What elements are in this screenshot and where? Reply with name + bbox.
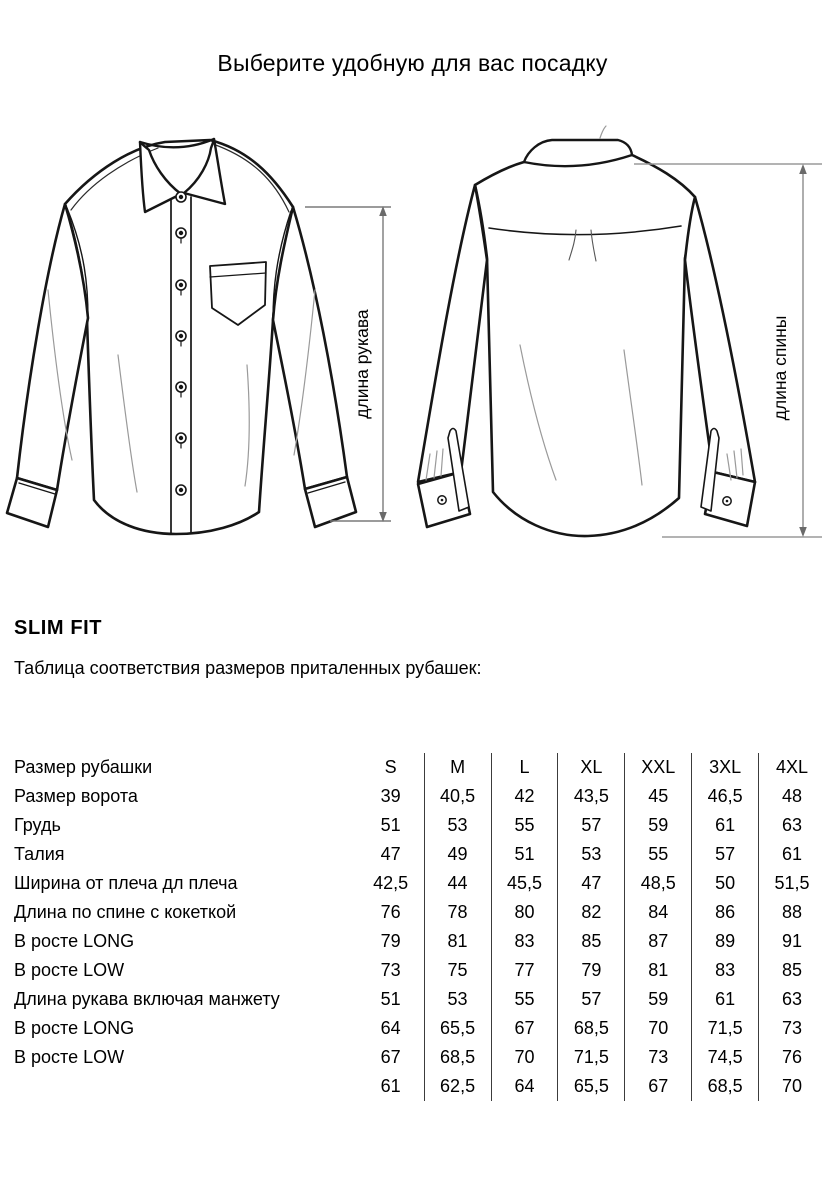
size-value-cell: 81 <box>625 956 692 985</box>
size-value-cell: 39 <box>380 786 401 806</box>
size-column-header: S <box>384 757 397 777</box>
size-value-cell: 80 <box>491 898 558 927</box>
size-value-cell: 42,5 <box>373 873 409 893</box>
row-label: Талия <box>14 844 65 864</box>
size-value-cell: 82 <box>558 898 625 927</box>
size-table-row <box>14 927 825 956</box>
size-value-cell: 73 <box>625 1043 692 1072</box>
size-value-cell: 70 <box>625 1014 692 1043</box>
size-table-row <box>14 956 825 985</box>
front-left-sleeve <box>17 204 88 490</box>
size-value-cell: 68,5 <box>424 1043 491 1072</box>
size-table-row <box>14 811 825 840</box>
size-value-cell: 51,5 <box>759 869 825 898</box>
right-cuff-button-dot <box>726 500 729 503</box>
front-right-sleeve <box>273 207 347 489</box>
size-value-cell: 59 <box>625 811 692 840</box>
left-cuff-button-dot <box>441 499 444 502</box>
size-value-cell: 45 <box>625 782 692 811</box>
fit-heading: SLIM FIT <box>14 617 103 639</box>
size-table-row <box>14 782 825 811</box>
shirt-back-body <box>475 155 695 536</box>
row-label: Длина рукава включая манжету <box>14 989 280 1009</box>
row-label <box>14 1072 358 1101</box>
size-value-cell: 49 <box>424 840 491 869</box>
row-label: В росте LONG <box>14 1018 135 1038</box>
size-value-cell: 83 <box>692 956 759 985</box>
size-value-cell: 48,5 <box>625 869 692 898</box>
size-value-cell: 62,5 <box>424 1072 491 1101</box>
size-table-row <box>14 869 825 898</box>
size-value-cell: 53 <box>424 985 491 1014</box>
size-value-cell: 57 <box>558 811 625 840</box>
size-table-row <box>14 1072 825 1101</box>
size-value-cell: 70 <box>759 1072 825 1101</box>
size-value-cell: 50 <box>692 869 759 898</box>
sleeve-length-label: длина рукава <box>352 309 372 419</box>
size-value-cell: 63 <box>759 985 825 1014</box>
size-value-cell: 91 <box>759 927 825 956</box>
size-value-cell: 63 <box>759 811 825 840</box>
size-value-cell: 51 <box>380 989 401 1009</box>
size-value-cell: 45,5 <box>491 869 558 898</box>
size-value-cell: 55 <box>491 985 558 1014</box>
table-caption: Таблица соответствия размеров приталенных рубашек: <box>14 658 482 678</box>
size-value-cell: 68,5 <box>692 1072 759 1101</box>
size-value-cell: 65,5 <box>424 1014 491 1043</box>
size-value-cell: 83 <box>491 927 558 956</box>
size-value-cell: 70 <box>491 1043 558 1072</box>
size-column-header: 4XL <box>759 753 825 782</box>
arrow-down-icon <box>799 527 807 537</box>
size-value-cell: 48 <box>759 782 825 811</box>
size-value-cell: 79 <box>558 956 625 985</box>
row-label: Ширина от плеча дл плеча <box>14 873 238 893</box>
size-value-cell: 57 <box>558 985 625 1014</box>
size-column-header: 3XL <box>692 753 759 782</box>
size-value-cell: 47 <box>380 844 401 864</box>
size-value-cell: 78 <box>424 898 491 927</box>
size-value-cell: 71,5 <box>558 1043 625 1072</box>
size-value-cell: 76 <box>759 1043 825 1072</box>
size-value-cell: 61 <box>692 985 759 1014</box>
arrow-up-icon <box>799 164 807 174</box>
shirt-drawings <box>0 120 825 590</box>
row-label: В росте LOW <box>14 1047 125 1067</box>
back-right-sleeve <box>685 197 755 482</box>
size-value-cell: 76 <box>380 902 401 922</box>
size-value-cell: 64 <box>380 1018 401 1038</box>
size-value-cell: 40,5 <box>424 782 491 811</box>
size-table-row <box>14 898 825 927</box>
size-value-cell: 46,5 <box>692 782 759 811</box>
size-table-row <box>14 985 825 1014</box>
size-value-cell: 79 <box>380 931 401 951</box>
size-value-cell: 67 <box>491 1014 558 1043</box>
size-value-cell: 68,5 <box>558 1014 625 1043</box>
size-value-cell: 85 <box>759 956 825 985</box>
size-value-cell: 44 <box>424 869 491 898</box>
size-value-cell: 81 <box>424 927 491 956</box>
shirt-back-drawing <box>418 126 755 536</box>
size-value-cell: 51 <box>380 815 401 835</box>
size-value-cell: 43,5 <box>558 782 625 811</box>
size-value-cell: 87 <box>625 927 692 956</box>
size-value-cell: 73 <box>380 960 401 980</box>
size-column-header: XXL <box>625 753 692 782</box>
size-value-cell: 85 <box>558 927 625 956</box>
size-value-cell: 74,5 <box>692 1043 759 1072</box>
size-value-cell: 55 <box>491 811 558 840</box>
size-value-cell: 47 <box>558 869 625 898</box>
size-value-cell: 59 <box>625 985 692 1014</box>
row-label: Грудь <box>14 815 61 835</box>
size-value-cell: 73 <box>759 1014 825 1043</box>
size-table-body <box>14 753 825 1101</box>
size-value-cell: 61 <box>759 840 825 869</box>
size-table-header-row <box>14 753 825 782</box>
size-value-cell: 53 <box>424 811 491 840</box>
size-value-cell: 77 <box>491 956 558 985</box>
size-value-cell: 75 <box>424 956 491 985</box>
size-value-cell: 86 <box>692 898 759 927</box>
size-value-cell: 51 <box>491 840 558 869</box>
size-table-row <box>14 840 825 869</box>
size-value-cell: 57 <box>692 840 759 869</box>
page-title: Выберите удобную для вас посадку <box>217 50 608 76</box>
size-table <box>14 753 825 1101</box>
size-value-cell: 64 <box>491 1072 558 1101</box>
row-label: Длина по спине с кокеткой <box>14 902 237 922</box>
row-label: В росте LOW <box>14 960 125 980</box>
row-label: В росте LONG <box>14 931 135 951</box>
size-value-cell: 84 <box>625 898 692 927</box>
row-label: Размер рубашки <box>14 757 153 777</box>
size-value-cell: 88 <box>759 898 825 927</box>
shirt-front-drawing <box>7 139 356 534</box>
size-column-header: XL <box>558 753 625 782</box>
shirt-sketch-svg <box>0 120 825 590</box>
size-value-cell: 71,5 <box>692 1014 759 1043</box>
size-table-row <box>14 1043 825 1072</box>
back-length-label: длина спины <box>770 315 790 421</box>
size-value-cell: 61 <box>692 811 759 840</box>
size-column-header: M <box>424 753 491 782</box>
size-column-header: L <box>491 753 558 782</box>
size-value-cell: 42 <box>491 782 558 811</box>
size-value-cell: 67 <box>625 1072 692 1101</box>
size-value-cell: 55 <box>625 840 692 869</box>
size-value-cell: 67 <box>380 1047 401 1067</box>
size-table-row <box>14 1014 825 1043</box>
size-value-cell: 65,5 <box>558 1072 625 1101</box>
size-value-cell: 61 <box>380 1076 401 1096</box>
size-value-cell: 53 <box>558 840 625 869</box>
size-value-cell: 89 <box>692 927 759 956</box>
row-label: Размер ворота <box>14 786 138 806</box>
